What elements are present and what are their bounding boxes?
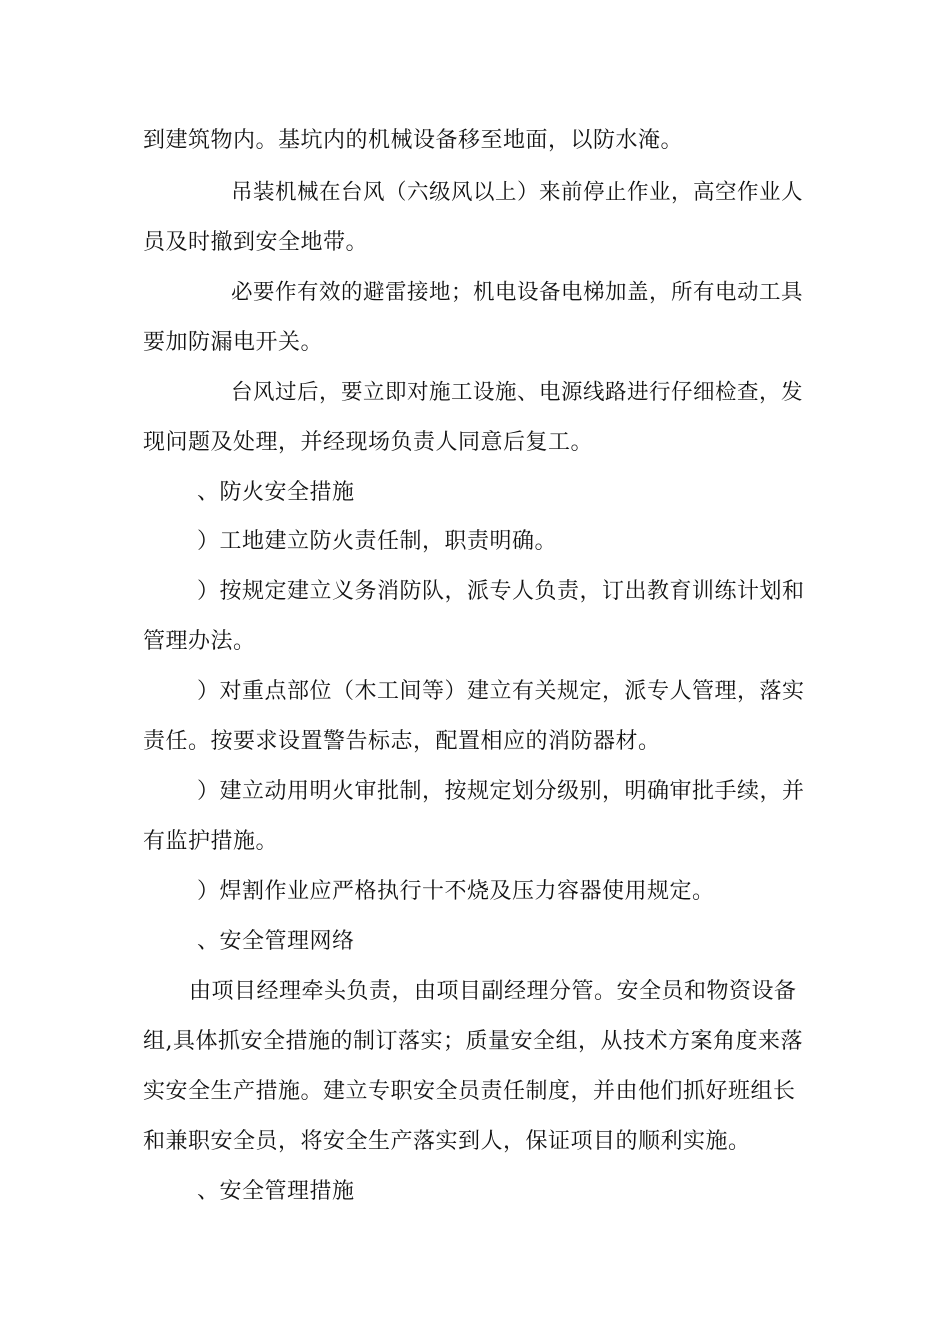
text-line: 必要作有效的避雷接地；机电设备电梯加盖，所有电动工具	[231, 280, 804, 305]
text-line: 要加防漏电开关。	[143, 330, 324, 355]
section-heading: 、安全管理网络	[197, 929, 355, 954]
text-line: 吊装机械在台风（六级风以上）来前停止作业，高空作业人	[231, 180, 804, 205]
text-line: ）工地建立防火责任制，职责明确。	[197, 529, 558, 554]
text-line: 由项目经理牵头负责，由项目副经理分管。安全员和物资设备	[189, 979, 797, 1004]
text-line: 台风过后，要立即对施工设施、电源线路进行仔细检查，发	[231, 380, 804, 405]
text-line: ）建立动用明火审批制，按规定划分级别，明确审批手续，并	[197, 779, 805, 804]
text-line: ）对重点部位（木工间等）建立有关规定，派专人管理，落实	[197, 679, 805, 704]
text-line: 管理办法。	[143, 629, 256, 654]
text-line: ）按规定建立义务消防队，派专人负责，订出教育训练计划和	[197, 579, 805, 604]
section-heading: 、防火安全措施	[197, 480, 355, 505]
text-line: 和兼职安全员，将安全生产落实到人，保证项目的顺利实施。	[143, 1129, 751, 1154]
text-line: 组,具体抓安全措施的制订落实；质量安全组，从技术方案角度来落	[143, 1029, 803, 1054]
text-line: 现问题及处理，并经现场负责人同意后复工。	[143, 430, 594, 455]
text-line: 员及时撤到安全地带。	[143, 230, 369, 255]
text-line: 有监护措施。	[143, 829, 279, 854]
text-line: 实安全生产措施。建立专职安全员责任制度，并由他们抓好班组长	[143, 1079, 796, 1104]
text-line: 责任。按要求设置警告标志，配置相应的消防器材。	[143, 729, 661, 754]
text-line: 到建筑物内。基坑内的机械设备移至地面，以防水淹。	[143, 128, 684, 153]
text-line: ）焊割作业应严格执行十不烧及压力容器使用规定。	[197, 879, 715, 904]
section-heading: 、安全管理措施	[197, 1179, 355, 1204]
